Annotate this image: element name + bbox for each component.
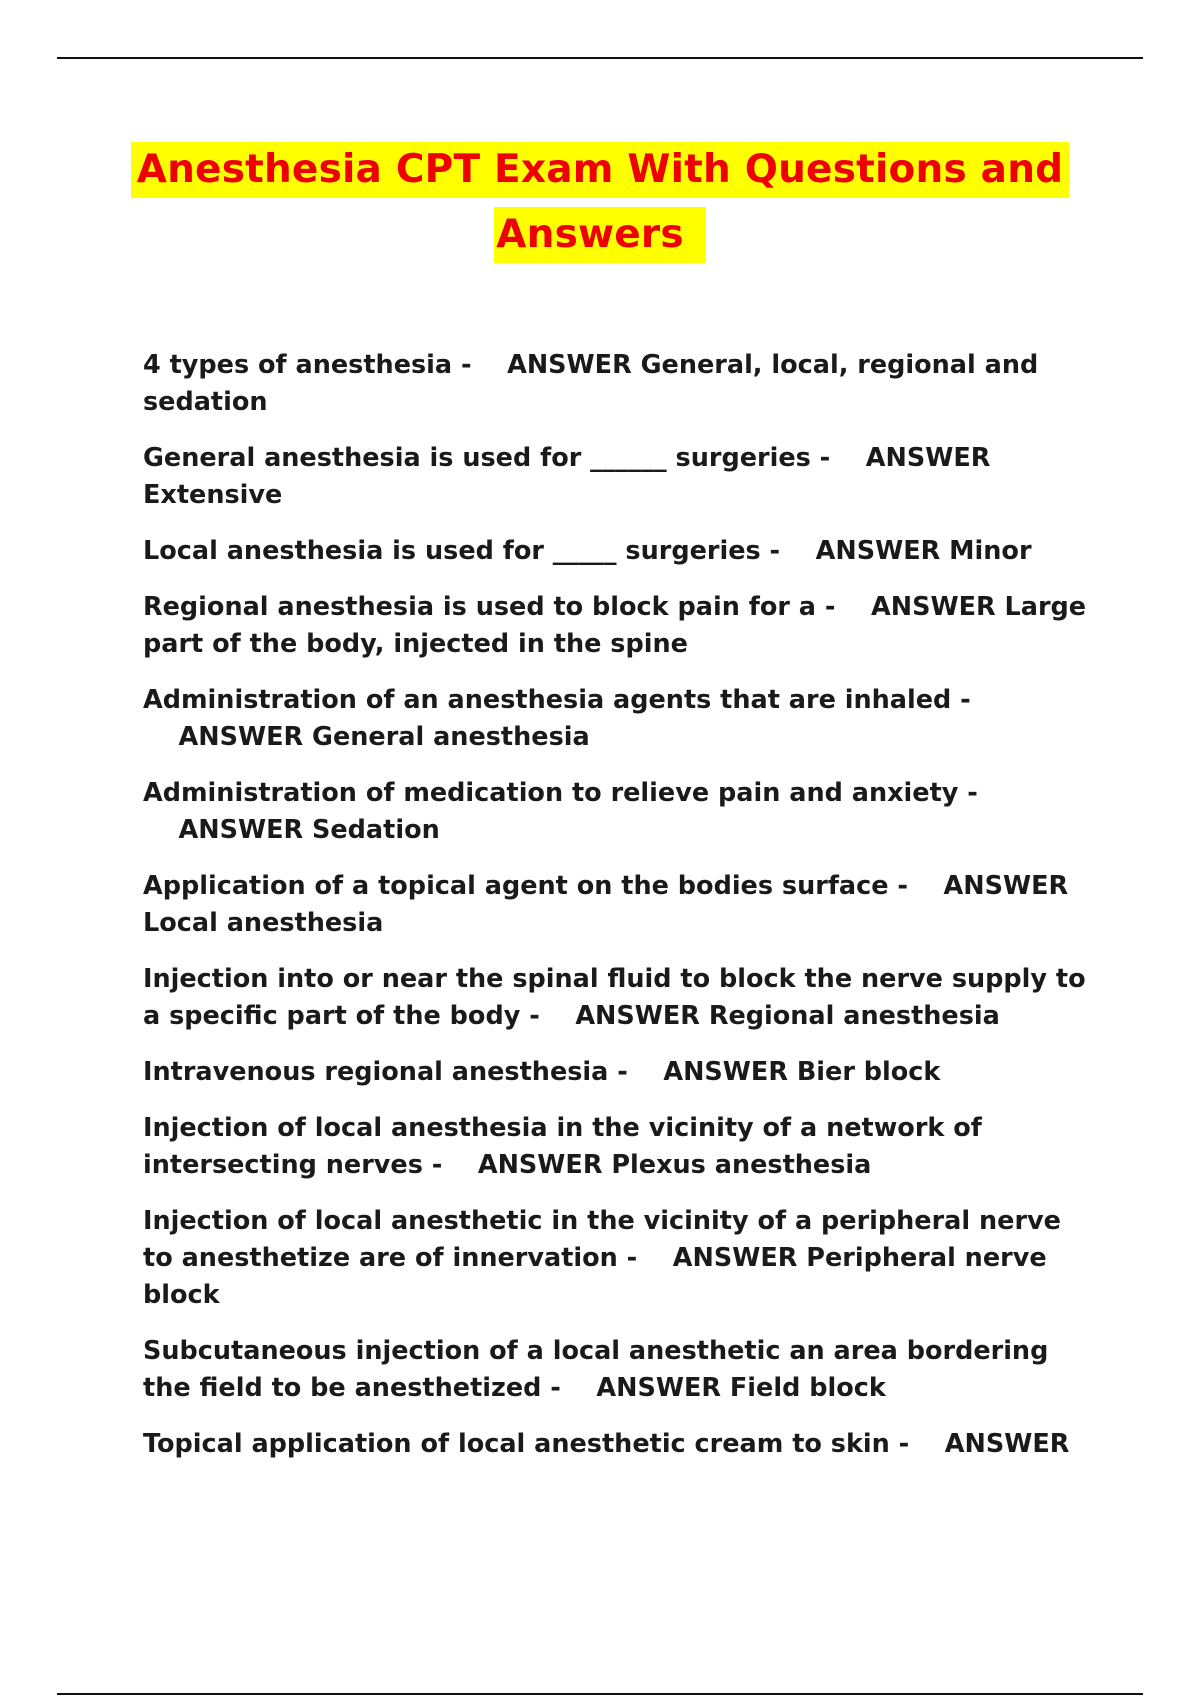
question-text: Regional anesthesia is used to block pain for a - bbox=[143, 592, 836, 622]
question-text: Topical application of local anesthetic cream to skin - bbox=[143, 1429, 910, 1459]
answer-text: ANSWER General, local, regional and sedation bbox=[143, 350, 1039, 417]
qa-item bbox=[143, 1203, 1093, 1314]
question-text: Administration of medication to relieve pain and anxiety - bbox=[143, 778, 978, 808]
qa-item bbox=[143, 533, 1093, 570]
question-text: Local anesthesia is used for _____ surgeries - bbox=[143, 536, 781, 566]
question-text: Injection into or near the spinal fluid to block the nerve supply to a specific part of the body - bbox=[143, 964, 1086, 1031]
question-text: 4 types of anesthesia - bbox=[143, 350, 472, 380]
answer-text: ANSWER Minor bbox=[815, 536, 1032, 566]
question-text: Subcutaneous injection of a local anesthetic an area bordering the field to be anesthetized - bbox=[143, 1336, 1049, 1403]
qa-item bbox=[143, 1110, 1093, 1184]
qa-item bbox=[143, 961, 1093, 1035]
title-line-1: Anesthesia CPT Exam With Questions and bbox=[131, 142, 1070, 198]
question-text: Administration of an anesthesia agents that are inhaled - bbox=[143, 685, 971, 715]
answer-text: ANSWER Extensive bbox=[143, 443, 991, 510]
qa-item bbox=[143, 682, 1093, 756]
question-text: Application of a topical agent on the bodies surface - bbox=[143, 871, 908, 901]
answer-text: ANSWER Bier block bbox=[663, 1057, 941, 1087]
answer-text: ANSWER bbox=[944, 1429, 1070, 1459]
qa-item bbox=[143, 868, 1093, 942]
qa-item bbox=[143, 589, 1093, 663]
qa-item bbox=[143, 1054, 1093, 1091]
answer-text: ANSWER Regional anesthesia bbox=[575, 1001, 1000, 1031]
qa-item bbox=[143, 1333, 1093, 1407]
footer-rule bbox=[57, 1693, 1143, 1695]
qa-item bbox=[143, 1426, 1093, 1463]
qa-list bbox=[143, 347, 1093, 1482]
title-line-2: Answers bbox=[494, 207, 706, 263]
question-text: Intravenous regional anesthesia - bbox=[143, 1057, 628, 1087]
question-text: Injection of local anesthesia in the vicinity of a network of intersecting nerves - bbox=[143, 1113, 982, 1180]
qa-item bbox=[143, 440, 1093, 514]
answer-text: ANSWER Peripheral nerve block bbox=[143, 1243, 1047, 1310]
qa-item bbox=[143, 775, 1093, 849]
answer-text: ANSWER Sedation bbox=[178, 815, 440, 845]
header-rule bbox=[57, 57, 1143, 59]
answer-text: ANSWER Plexus anesthesia bbox=[477, 1150, 872, 1180]
question-text: General anesthesia is used for ______ surgeries - bbox=[143, 443, 831, 473]
qa-item bbox=[143, 347, 1093, 421]
answer-text: ANSWER Field block bbox=[596, 1373, 886, 1403]
answer-text: ANSWER General anesthesia bbox=[178, 722, 590, 752]
document-title bbox=[0, 142, 1200, 263]
answer-text: ANSWER Large part of the body, injected in the spine bbox=[143, 592, 1087, 659]
answer-text: ANSWER Local anesthesia bbox=[143, 871, 1069, 938]
question-text: Injection of local anesthetic in the vicinity of a peripheral nerve to anesthetize are of innervation - bbox=[143, 1206, 1061, 1273]
